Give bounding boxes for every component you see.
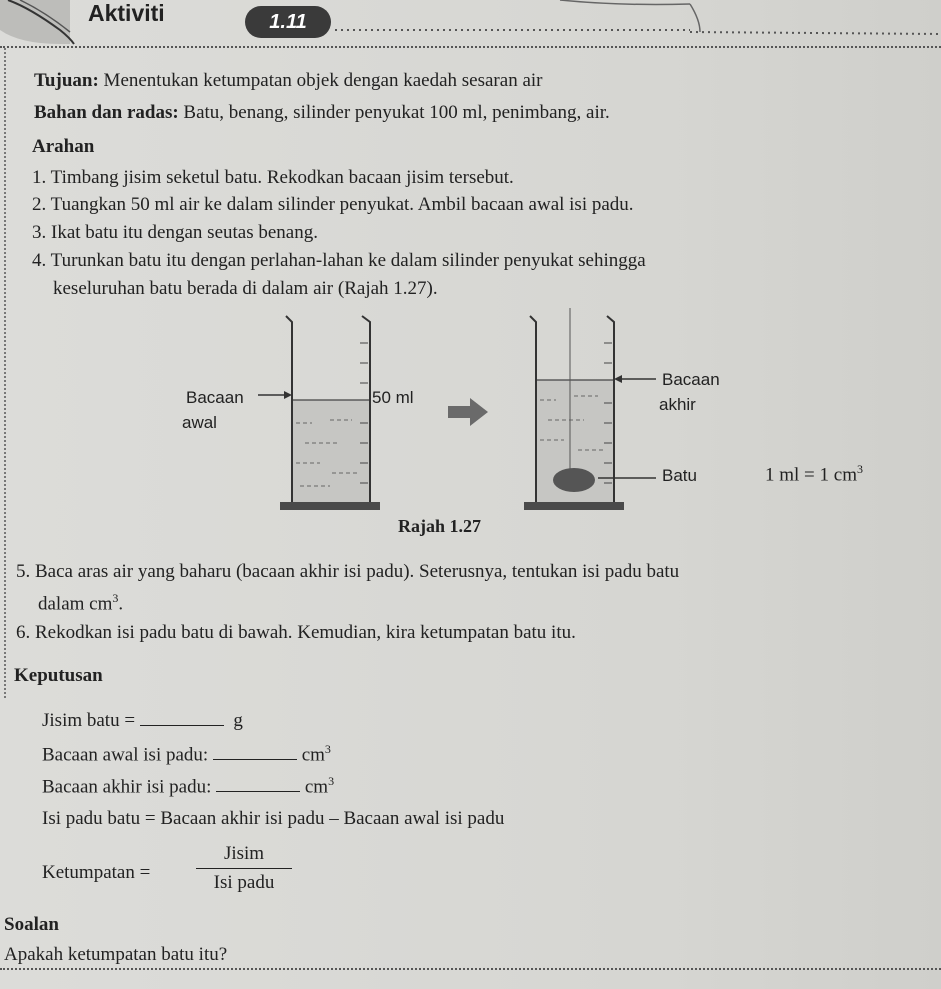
conversion-text: 1 ml = 1 cm [765, 464, 857, 486]
activity-number-badge: 1.11 [245, 6, 331, 38]
ketumpatan-fraction [196, 843, 292, 894]
figure-caption: Rajah 1.27 [398, 516, 482, 536]
soalan-question: Apakah ketumpatan batu itu? [4, 944, 228, 965]
label-bacaan-akhir-1: Bacaan [662, 370, 720, 389]
label-bacaan-awal-2: awal [182, 413, 217, 432]
bahan-label: Bahan dan radas: [34, 102, 179, 123]
bacaan-awal-exponent: 3 [324, 742, 331, 756]
fraction-bar [196, 868, 292, 869]
conversion-exponent: 3 [857, 462, 863, 476]
step-2: 2. Tuangkan 50 ml air ke dalam silinder penyukat. Ambil bacaan awal isi padu. [32, 194, 634, 215]
stone-icon [553, 468, 595, 492]
cylinder-final [524, 308, 656, 510]
tujuan-label: Tujuan: [34, 70, 99, 91]
isi-padu-formula: Isi padu batu = Bacaan akhir isi padu – Bacaan awal isi padu [42, 808, 505, 829]
ketumpatan-label: Ketumpatan = [42, 862, 151, 883]
step-4-continued: keseluruhan batu berada di dalam air (Rajah 1.27). [53, 278, 438, 299]
right-arrow-icon [448, 398, 488, 426]
bacaan-awal-row [42, 742, 331, 766]
bacaan-akhir-unit: cm [304, 776, 329, 798]
step-6: 6. Rekodkan isi padu batu di bawah. Kemudian, kira ketumpatan batu itu. [16, 622, 576, 643]
header-divider [0, 46, 941, 48]
step-5-exponent: 3 [112, 591, 119, 605]
fraction-denominator: Isi padu [213, 872, 275, 893]
step-3: 3. Ikat batu itu dengan seutas benang. [32, 222, 318, 243]
tujuan-line [34, 70, 543, 92]
activity-label: Aktiviti [88, 0, 165, 26]
bahan-text: Batu, benang, silinder penyukat 100 ml, penimbang, air. [183, 102, 610, 123]
label-batu: Batu [662, 466, 697, 485]
bahan-line [34, 102, 610, 124]
label-bacaan-akhir-2: akhir [659, 395, 696, 414]
label-50ml: 50 ml [372, 388, 414, 407]
label-bacaan-awal-1: Bacaan [186, 388, 244, 407]
bacaan-akhir-row [42, 774, 334, 798]
activity-header [0, 0, 941, 46]
conversion-note [765, 462, 863, 486]
step-5-continued [38, 591, 123, 615]
bacaan-awal-unit: cm [301, 744, 325, 766]
step-1: 1. Timbang jisim seketul batu. Rekodkan bacaan jisim tersebut. [32, 167, 514, 188]
bacaan-awal-blank[interactable] [213, 745, 297, 760]
jisim-unit: g [233, 710, 243, 731]
bacaan-akhir-exponent: 3 [328, 774, 335, 788]
fraction-numerator: Jisim [223, 843, 265, 864]
bacaan-akhir-blank[interactable] [216, 777, 300, 792]
cylinder-initial [258, 316, 380, 510]
jisim-label: Jisim batu = [42, 710, 136, 731]
bacaan-awal-label: Bacaan awal isi padu: [42, 744, 209, 766]
step-4: 4. Turunkan batu itu dengan perlahan-lahan ke dalam silinder penyukat sehingga [32, 250, 646, 271]
soalan-heading: Soalan [4, 914, 59, 935]
footer-divider [0, 968, 941, 970]
jisim-row [42, 710, 243, 732]
step-5: 5. Baca aras air yang baharu (bacaan akhir isi padu). Seterusnya, tentukan isi padu batu [16, 561, 680, 582]
step-5-period: . [118, 593, 124, 615]
keputusan-heading: Keputusan [14, 665, 103, 686]
figure-1-27 [0, 308, 941, 538]
bacaan-akhir-label: Bacaan akhir isi padu: [42, 776, 212, 798]
arahan-heading: Arahan [32, 136, 95, 157]
step-5-text: dalam cm [38, 593, 113, 615]
tujuan-text: Menentukan ketumpatan objek dengan kaedah sesaran air [103, 70, 543, 91]
jisim-blank[interactable] [140, 711, 224, 726]
